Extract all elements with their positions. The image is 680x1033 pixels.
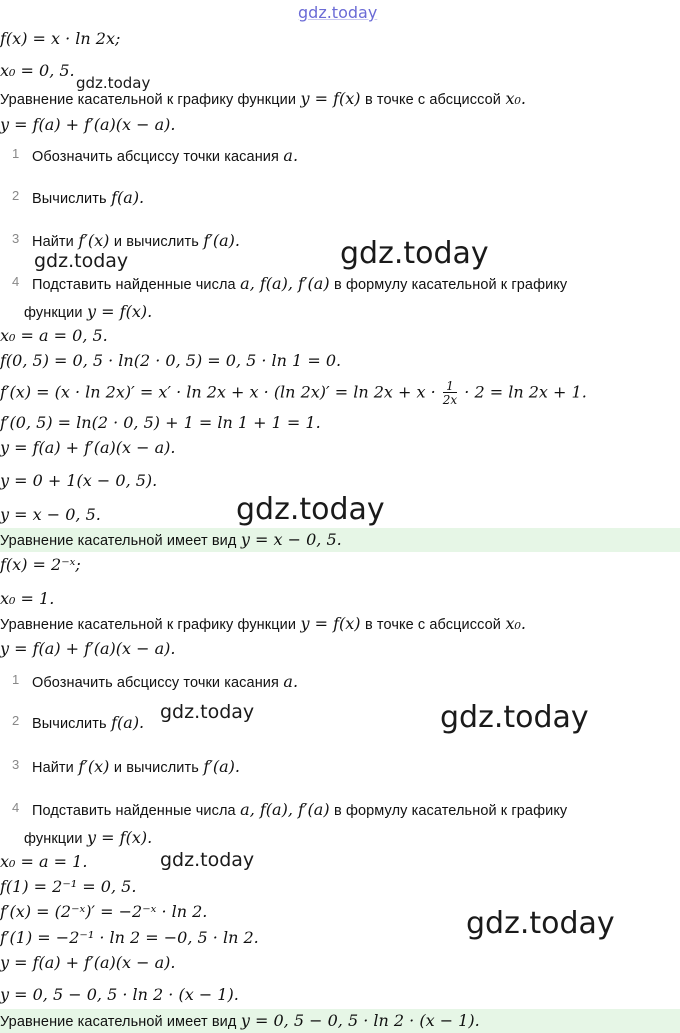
step-text: Обозначить абсциссу точки касания bbox=[32, 675, 279, 691]
watermark: gdz.today bbox=[160, 849, 255, 871]
step-text-2: в формулу касательной к графику bbox=[334, 803, 568, 819]
step-formula-2: f′(a). bbox=[203, 757, 240, 776]
intro-text-2: в точке с абсциссой bbox=[365, 617, 501, 633]
derivative-left: f′(x) = (x · ln 2x)′ = x′ · ln 2x + x · (ln 2x)′ = ln 2x + x · bbox=[0, 382, 436, 402]
watermark-top: gdz.today bbox=[298, 3, 378, 22]
step-cont-formula: y = f(x). bbox=[87, 828, 153, 847]
answer-2 bbox=[0, 1012, 480, 1031]
watermark: gdz.today bbox=[76, 74, 151, 92]
step-formula: a. bbox=[283, 672, 299, 691]
step-text: Найти bbox=[32, 760, 74, 776]
step-formula: a. bbox=[283, 146, 299, 165]
answer-text: Уравнение касательной имеет вид bbox=[0, 1014, 237, 1030]
answer-formula: y = x − 0, 5. bbox=[240, 530, 342, 549]
function-definition-1: f(x) = x · ln 2x; bbox=[0, 29, 121, 48]
intro-text: Уравнение касательной к графику функции bbox=[0, 617, 297, 633]
watermark: gdz.today bbox=[34, 250, 129, 272]
step-text-2: и вычислить bbox=[113, 234, 199, 250]
watermark: gdz.today bbox=[466, 906, 615, 941]
step-formula: a, f(a), f′(a) bbox=[240, 274, 330, 293]
watermark: gdz.today bbox=[440, 700, 589, 735]
calc-line: x₀ = a = 1. bbox=[0, 852, 88, 871]
step-number: 3 bbox=[12, 757, 20, 772]
step-text: Обозначить абсциссу точки касания bbox=[32, 149, 279, 165]
step-cont-formula: y = f(x). bbox=[87, 302, 153, 321]
answer-1 bbox=[0, 531, 342, 550]
calc-line: f′(0, 5) = ln(2 · 0, 5) + 1 = ln 1 + 1 = 1. bbox=[0, 413, 321, 432]
step-text: Вычислить bbox=[32, 716, 107, 732]
calc-line: f′(x) = (2⁻ˣ)′ = −2⁻ˣ · ln 2. bbox=[0, 902, 208, 921]
step-number: 1 bbox=[12, 146, 20, 161]
step-text-2: и вычислить bbox=[113, 760, 199, 776]
intro-formula: y = f(x) bbox=[300, 614, 361, 633]
intro-var: x₀. bbox=[505, 89, 526, 108]
step-text: Вычислить bbox=[32, 191, 107, 207]
intro-var: x₀. bbox=[505, 614, 526, 633]
calc-line: y = f(a) + f′(a)(x − a). bbox=[0, 953, 176, 972]
step-number: 4 bbox=[12, 274, 20, 289]
fraction bbox=[443, 380, 457, 406]
intro-formula: y = f(x) bbox=[300, 89, 361, 108]
watermark: gdz.today bbox=[160, 701, 255, 723]
fraction-denominator: 2x bbox=[442, 393, 458, 407]
intro-sentence-1 bbox=[0, 90, 526, 109]
calc-line: f′(1) = −2⁻¹ · ln 2 = −0, 5 · ln 2. bbox=[0, 928, 259, 947]
step-text: Найти bbox=[32, 234, 74, 250]
step-number: 1 bbox=[12, 672, 20, 687]
step-formula: f′(x) bbox=[78, 231, 110, 250]
x0-value-2: x₀ = 1. bbox=[0, 589, 55, 608]
step-formula: f(a). bbox=[111, 188, 145, 207]
tangent-general-formula-2: y = f(a) + f′(a)(x − a). bbox=[0, 639, 176, 658]
step-number: 3 bbox=[12, 231, 20, 246]
intro-text: Уравнение касательной к графику функции bbox=[0, 92, 297, 108]
derivative-right: · 2 = ln 2x + 1. bbox=[464, 382, 587, 402]
step-formula: a, f(a), f′(a) bbox=[240, 800, 330, 819]
intro-text-2: в точке с абсциссой bbox=[365, 92, 501, 108]
step-number: 2 bbox=[12, 713, 20, 728]
step-text-2: в формулу касательной к графику bbox=[334, 277, 568, 293]
tangent-general-formula-1: y = f(a) + f′(a)(x − a). bbox=[0, 115, 176, 134]
answer-formula: y = 0, 5 − 0, 5 · ln 2 · (x − 1). bbox=[240, 1011, 480, 1030]
function-definition-2: f(x) = 2⁻ˣ; bbox=[0, 555, 81, 574]
step-formula-2: f′(a). bbox=[203, 231, 240, 250]
step-text: Подставить найденные числа bbox=[32, 803, 236, 819]
calc-line: f(1) = 2⁻¹ = 0, 5. bbox=[0, 877, 137, 896]
step-cont-text: функции bbox=[24, 831, 83, 847]
calc-line: f(0, 5) = 0, 5 · ln(2 · 0, 5) = 0, 5 · ln 1 = 0. bbox=[0, 351, 342, 370]
calc-line: y = 0, 5 − 0, 5 · ln 2 · (x − 1). bbox=[0, 985, 239, 1004]
step-text: Подставить найденные числа bbox=[32, 277, 236, 293]
calc-line: x₀ = a = 0, 5. bbox=[0, 326, 108, 345]
step-formula: f(a). bbox=[111, 713, 145, 732]
step-number: 4 bbox=[12, 800, 20, 815]
calc-line: y = 0 + 1(x − 0, 5). bbox=[0, 471, 158, 490]
answer-text: Уравнение касательной имеет вид bbox=[0, 533, 237, 549]
intro-sentence-2 bbox=[0, 615, 526, 634]
x0-value-1: x₀ = 0, 5. bbox=[0, 61, 75, 80]
calc-line: y = f(a) + f′(a)(x − a). bbox=[0, 438, 176, 457]
step-cont-text: функции bbox=[24, 305, 83, 321]
step-formula: f′(x) bbox=[78, 757, 110, 776]
watermark: gdz.today bbox=[236, 492, 385, 527]
calc-line: y = x − 0, 5. bbox=[0, 505, 101, 524]
step-number: 2 bbox=[12, 188, 20, 203]
derivative-line-1 bbox=[0, 380, 587, 406]
watermark: gdz.today bbox=[340, 236, 489, 271]
fraction-numerator: 1 bbox=[446, 379, 454, 393]
